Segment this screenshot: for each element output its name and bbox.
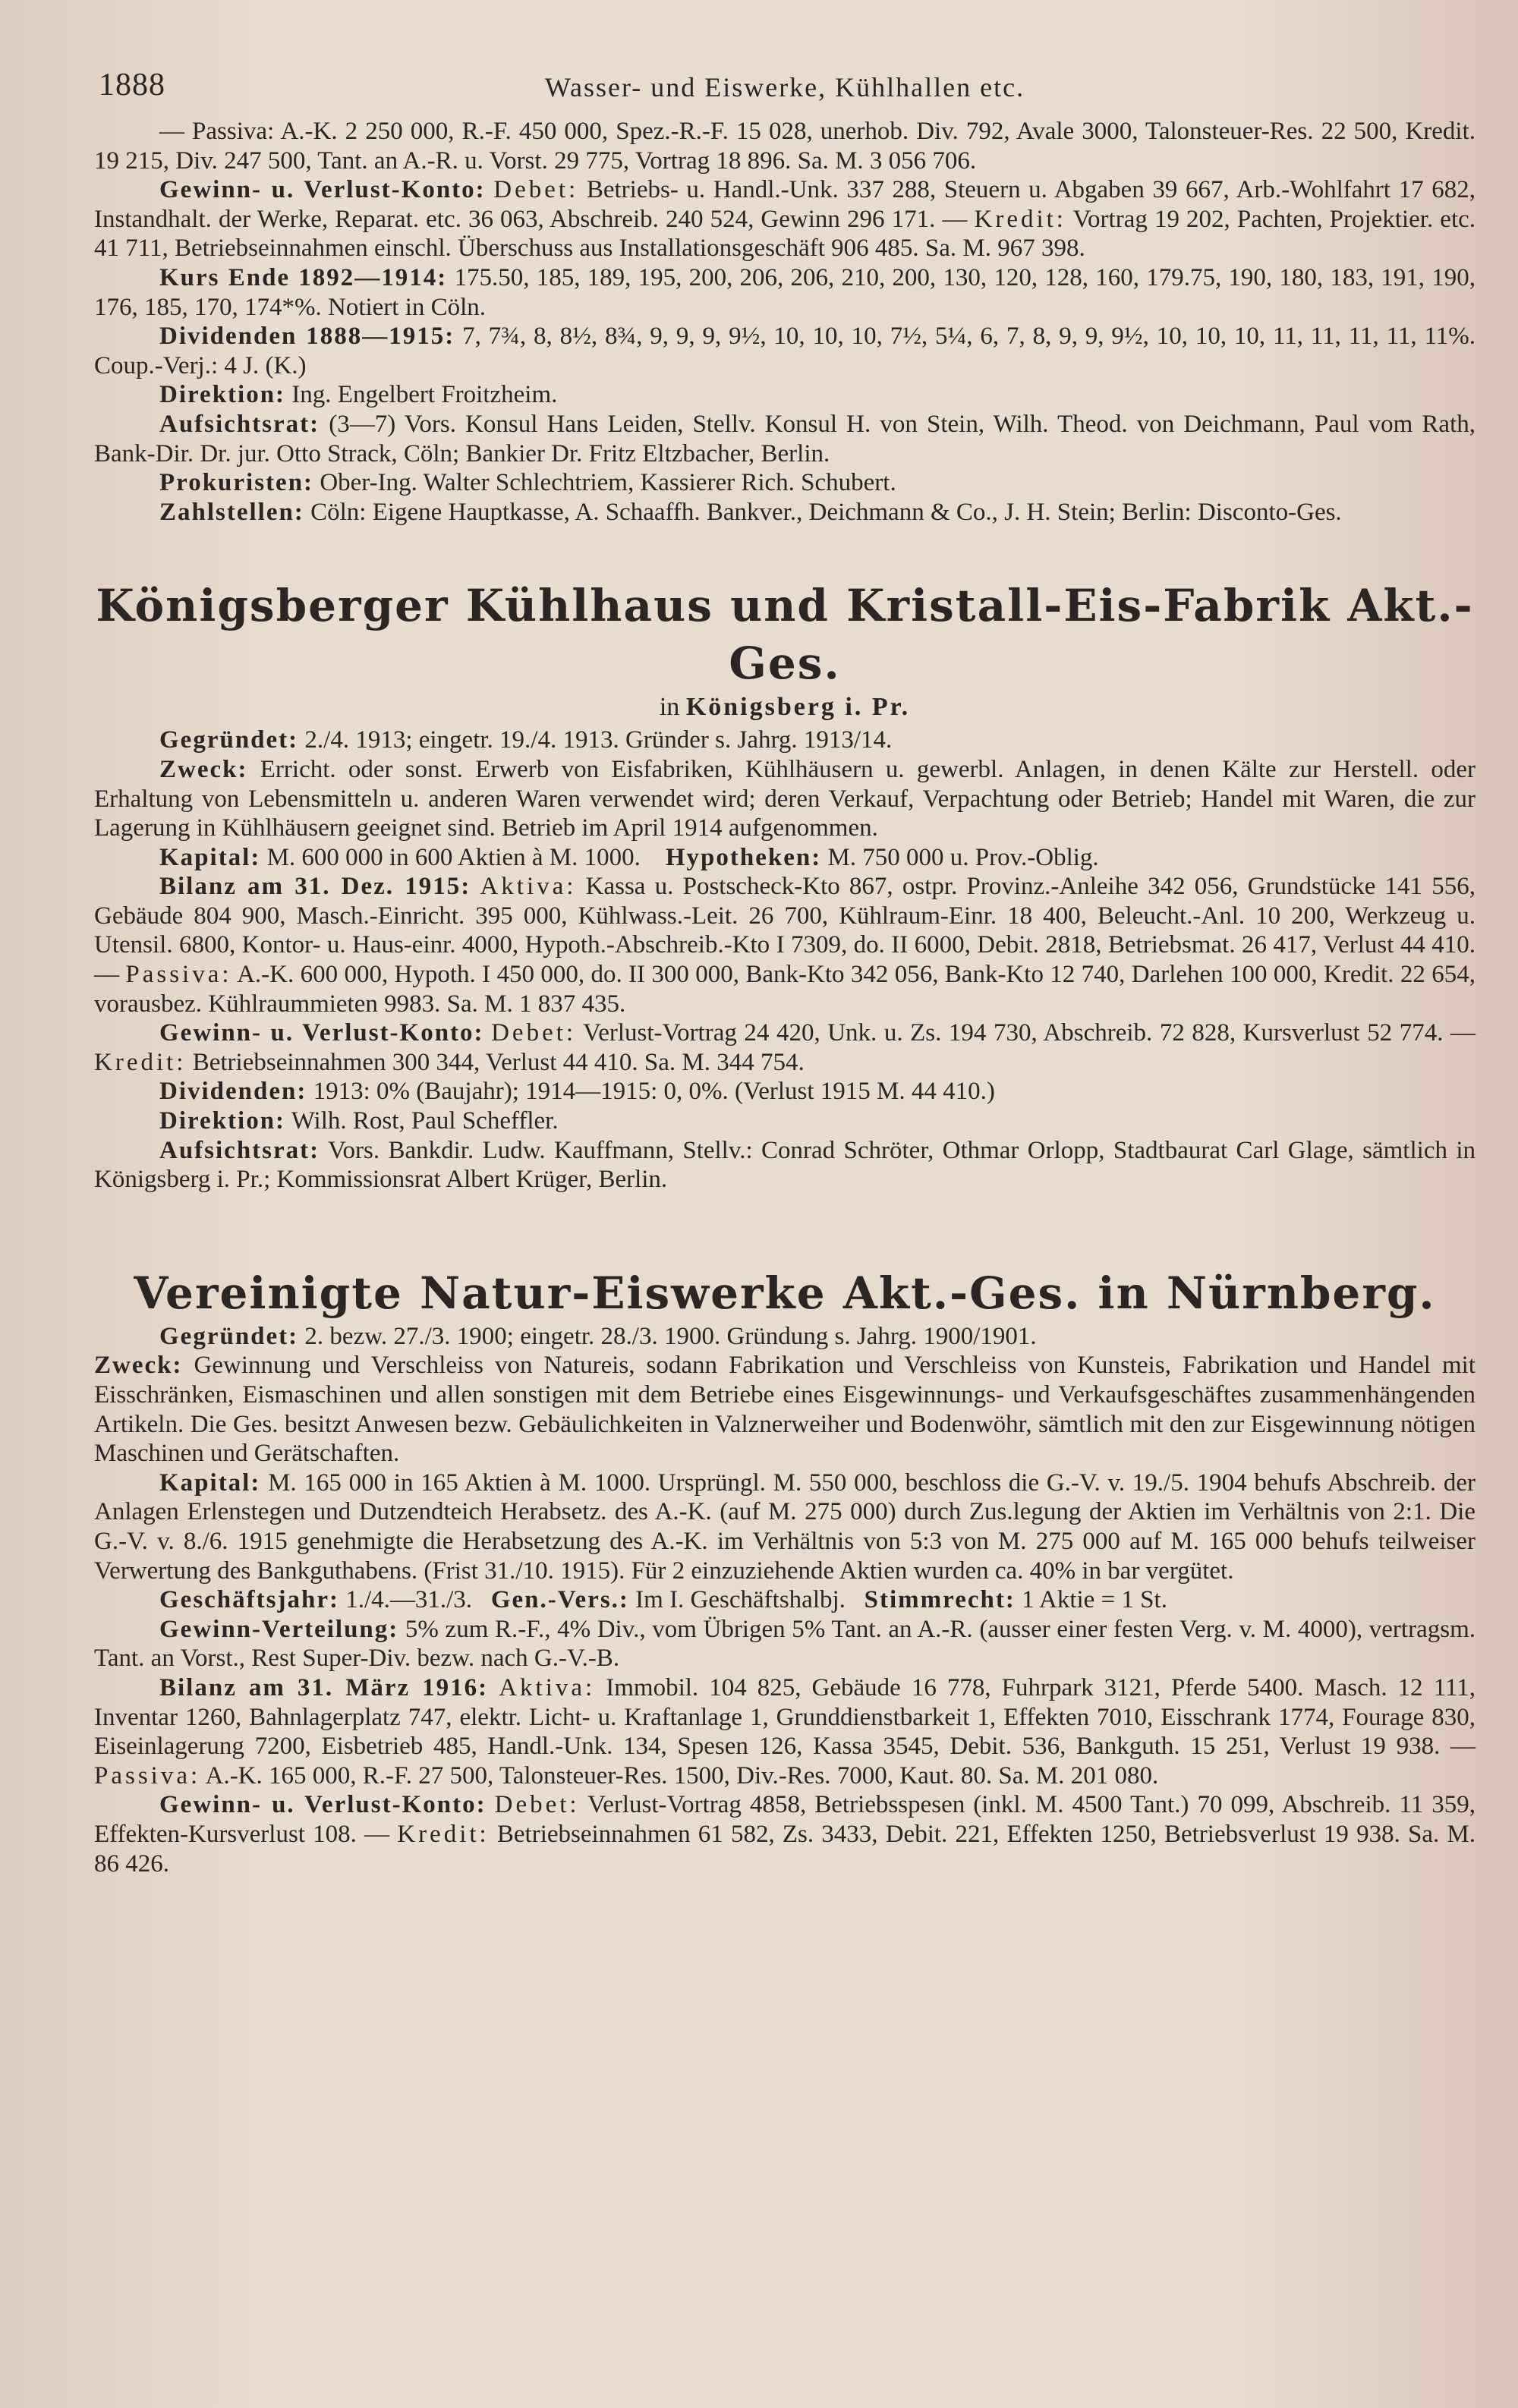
- supervisory-board-paragraph: Aufsichtsrat: (3—7) Vors. Konsul Hans Leiden, Stellv. Konsul H. von Stein, Wilh. Theod. von Deichmann, Paul vom Rath, Bank-Dir. Dr. jur. Otto Strack, Cöln; Bankier Dr. Fritz Eltzbacher, Berlin.: [94, 410, 1475, 467]
- profit-loss-paragraph: Gewinn- u. Verlust-Konto: Debet: Verlust-Vortrag 24 420, Unk. u. Zs. 194 730, Abschreib. 72 828, Kursverlust 52 774. — Kredit: Betriebseinnahmen 300 344, Verlust 44 410. Sa. M. 344 754.: [94, 1019, 1476, 1076]
- purpose-paragraph: Zweck: Erricht. oder sonst. Erwerb von Eisfabriken, Kühlhäusern u. gewerbl. Anlagen, in denen Kälte zur Herstell. oder Erhaltung von Lebensmitteln u. anderen Waren verwendet wird; deren Verkauf, Verpachtung oder Betrieb; Handel mit Waren, die zur Lagerung in Kühlhäusern geeignet sind. Betrieb im April 1914 aufgenommen.: [94, 755, 1476, 842]
- management-paragraph: Direktion: Ing. Engelbert Froitzheim.: [159, 381, 558, 409]
- profit-loss-paragraph: Gewinn- u. Verlust-Konto: Debet: Betriebs- u. Handl.-Unk. 337 288, Steuern u. Abgaben 39 667, Arb.-Wohlfahrt 17 682, Instandhalt. der Werke, Reparat. etc. 36 063, Abschreib. 240 524, Gewinn 296 171. — Kredit: Vortrag 19 202, Pachten, Projektier. etc. 41 711, Betriebseinnahmen einschl. Überschuss aus Installationsgeschäft 906 485. Sa. M. 967 398.: [94, 176, 1476, 263]
- company-continued-entry: [94, 117, 1475, 527]
- company-entry-koenigsberg: [94, 577, 1475, 1195]
- balance-paragraph: Bilanz am 31. März 1916: Aktiva: Immobil. 104 825, Gebäude 16 778, Fuhrpark 3121, Pferde 5400. Masch. 12 111, Inventar 1260, Bahnlagerplatz 747, elektr. Licht- u. Kraftanlage 1, Grunddienstbarkeit 1, Effekten 7010, Eisschrank 1774, Fourage 830, Eiseinlagerung 7200, Eisbetrieb 485, Handl.-Unk. 134, Spesen 126, Kassa 3545, Debit. 536, Bankguth. 15 251, Verlust 19 938. — Passiva: A.-K. 165 000, R.-F. 27 500, Talonsteuer-Res. 1500, Div.-Res. 7000, Kaut. 80. Sa. M. 201 080.: [94, 1673, 1476, 1789]
- page-header: [94, 67, 1475, 117]
- company-entry-nuernberg: [94, 1264, 1475, 1878]
- capital-paragraph: Kapital: M. 165 000 in 165 Aktien à M. 1000. Ursprüngl. M. 550 000, beschloss die G.-V. v. 19./5. 1904 behufs Abschreib. der Anlagen Erlenstegen und Dutzendteich Herabsetz. des A.-K. (auf M. 275 000) durch Zus.legung der Aktien im Verhältnis von 2:1. Die G.-V. v. 8./6. 1915 genehmigte die Herabsetzung des A.-K. im Verhältnis von 5:3 von M. 275 000 auf M. 165 000 behufs teilweiser Verwertung des Bankguthabens. (Frist 31./10. 1915). Für 2 einzuziehende Aktien wurden ca. 40% in bar vergütet.: [94, 1468, 1476, 1585]
- company-title: Vereinigte Natur-Eiswerke Akt.-Ges. in Nürnberg.: [134, 1267, 1436, 1319]
- dividends-paragraph: Dividenden: 1913: 0% (Baujahr); 1914—1915: 0, 0%. (Verlust 1915 M. 44 410.): [159, 1078, 995, 1106]
- paying-agents-paragraph: Zahlstellen: Cöln: Eigene Hauptkasse, A. Schaaffh. Bankver., Deichmann & Co., J. H. Stein; Berlin: Disconto-Ges.: [159, 498, 1342, 526]
- founded-paragraph: Gegründet: 2. bezw. 27./3. 1900; eingetr. 28./3. 1900. Gründung s. Jahrg. 1900/1901.: [159, 1322, 1037, 1350]
- purpose-paragraph: Zweck: Gewinnung und Verschleiss von Natureis, sodann Fabrikation und Verschleiss von Kunsteis, Fabrikation und Handel mit Eisschränken, Eismaschinen und allen sonstigen mit dem Betriebe eines Eisgewinnungs- und Verkaufsgeschäftes zusammenhängenden Artikeln. Die Ges. besitzt Anwesen bezw. Gebäulichkeiten in Valznerweiher und Bodenwöhr, sämtlich mit den zur Eisgewinnung nötigen Maschinen und Gerätschaften.: [94, 1352, 1475, 1468]
- fiscal-year-paragraph: Geschäftsjahr: 1./4.—31./3. Gen.-Vers.: Im I. Geschäftshalbj. Stimmrecht: 1 Aktie = 1 St.: [159, 1586, 1167, 1614]
- running-title: Wasser- und Eiswerke, Kühlhallen etc.: [544, 72, 1025, 102]
- dividends-paragraph: Dividenden 1888—1915: 7, 7¾, 8, 8½, 8¾, 9, 9, 9, 9½, 10, 10, 10, 7½, 5¼, 6, 7, 8, 9, 9, 9½, 10, 10, 10, 11, 11, 11, 11, 11%. Coup.-Verj.: 4 J. (K.): [94, 323, 1476, 379]
- share-price-paragraph: Kurs Ende 1892—1914: 175.50, 185, 189, 195, 200, 206, 206, 210, 200, 130, 120, 128, 160, 179.75, 190, 180, 183, 191, 190, 176, 185, 170, 174*%. Notiert in Cöln.: [94, 263, 1475, 321]
- profit-loss-paragraph: Gewinn- u. Verlust-Konto: Debet: Verlust-Vortrag 4858, Betriebsspesen (inkl. M. 4500 Tant.) 70 099, Abschreib. 11 359, Effekten-Kursverlust 108. — Kredit: Betriebseinnahmen 61 582, Zs. 3433, Debit. 221, Effekten 1250, Betriebsverlust 19 938. Sa. M. 86 426.: [94, 1791, 1476, 1878]
- balance-paragraph: Bilanz am 31. Dez. 1915: Aktiva: Kassa u. Postscheck-Kto 867, ostpr. Provinz.-Anleihe 342 056, Grundstücke 141 556, Gebäude 804 900, Masch.-Einricht. 395 000, Kühlwass.-Leit. 26 700, Kühlraum-Einr. 18 400, Beleucht.-Anl. 10 200, Werkzeug u. Utensil. 6800, Kontor- u. Haus-einr. 4000, Hypoth.-Abschreib.-Kto I 7309, do. II 6000, Debit. 2818, Betriebsmat. 26 417, Verlust 44 410. — Passiva: A.-K. 600 000, Hypoth. I 450 000, do. II 300 000, Bank-Kto 342 056, Bank-Kto 12 740, Darlehen 100 000, Kredit. 22 654, vorausbez. Kühlraummieten 9983. Sa. M. 1 837 435.: [94, 873, 1476, 1018]
- profit-distribution-paragraph: Gewinn-Verteilung: 5% zum R.-F., 4% Div., vom Übrigen 5% Tant. an A.-R. (ausser einer festen Verg. v. M. 4000), vertragsm. Tant. an Vorst., Rest Super-Div. bezw. nach G.-V.-B.: [94, 1615, 1475, 1673]
- management-paragraph: Direktion: Wilh. Rost, Paul Scheffler.: [159, 1107, 559, 1135]
- capital-paragraph: Kapital: M. 600 000 in 600 Aktien à M. 1000. Hypotheken: M. 750 000 u. Prov.-Oblig.: [159, 843, 1099, 871]
- passiva-paragraph: — Passiva: A.-K. 2 250 000, R.-F. 450 000, Spez.-R.-F. 15 028, unerhob. Div. 792, Avale 3000, Talonsteuer-Res. 22 500, Kredit. 19 215, Div. 247 500, Tant. an A.-R. u. Vorst. 29 775, Vortrag 18 896. Sa. M. 3 056 706.: [94, 118, 1475, 175]
- founded-paragraph: Gegründet: 2./4. 1913; eingetr. 19./4. 1913. Gründer s. Jahrg. 1913/14.: [159, 726, 893, 754]
- supervisory-board-paragraph: Aufsichtsrat: Vors. Bankdir. Ludw. Kauffmann, Stellv.: Conrad Schröter, Othmar Orlopp, Stadtbaurat Carl Glage, sämtlich in Königsberg i. Pr.; Kommissionsrat Albert Krüger, Berlin.: [94, 1136, 1476, 1194]
- authorized-officers-paragraph: Prokuristen: Ober-Ing. Walter Schlechtriem, Kassierer Rich. Schubert.: [159, 469, 896, 497]
- page-number: 1888: [99, 68, 165, 102]
- company-location: in Königsberg i. Pr.: [659, 693, 911, 722]
- company-title: Königsberger Kühlhaus und Kristall-Eis-Fabrik Akt.-Ges.: [96, 580, 1474, 690]
